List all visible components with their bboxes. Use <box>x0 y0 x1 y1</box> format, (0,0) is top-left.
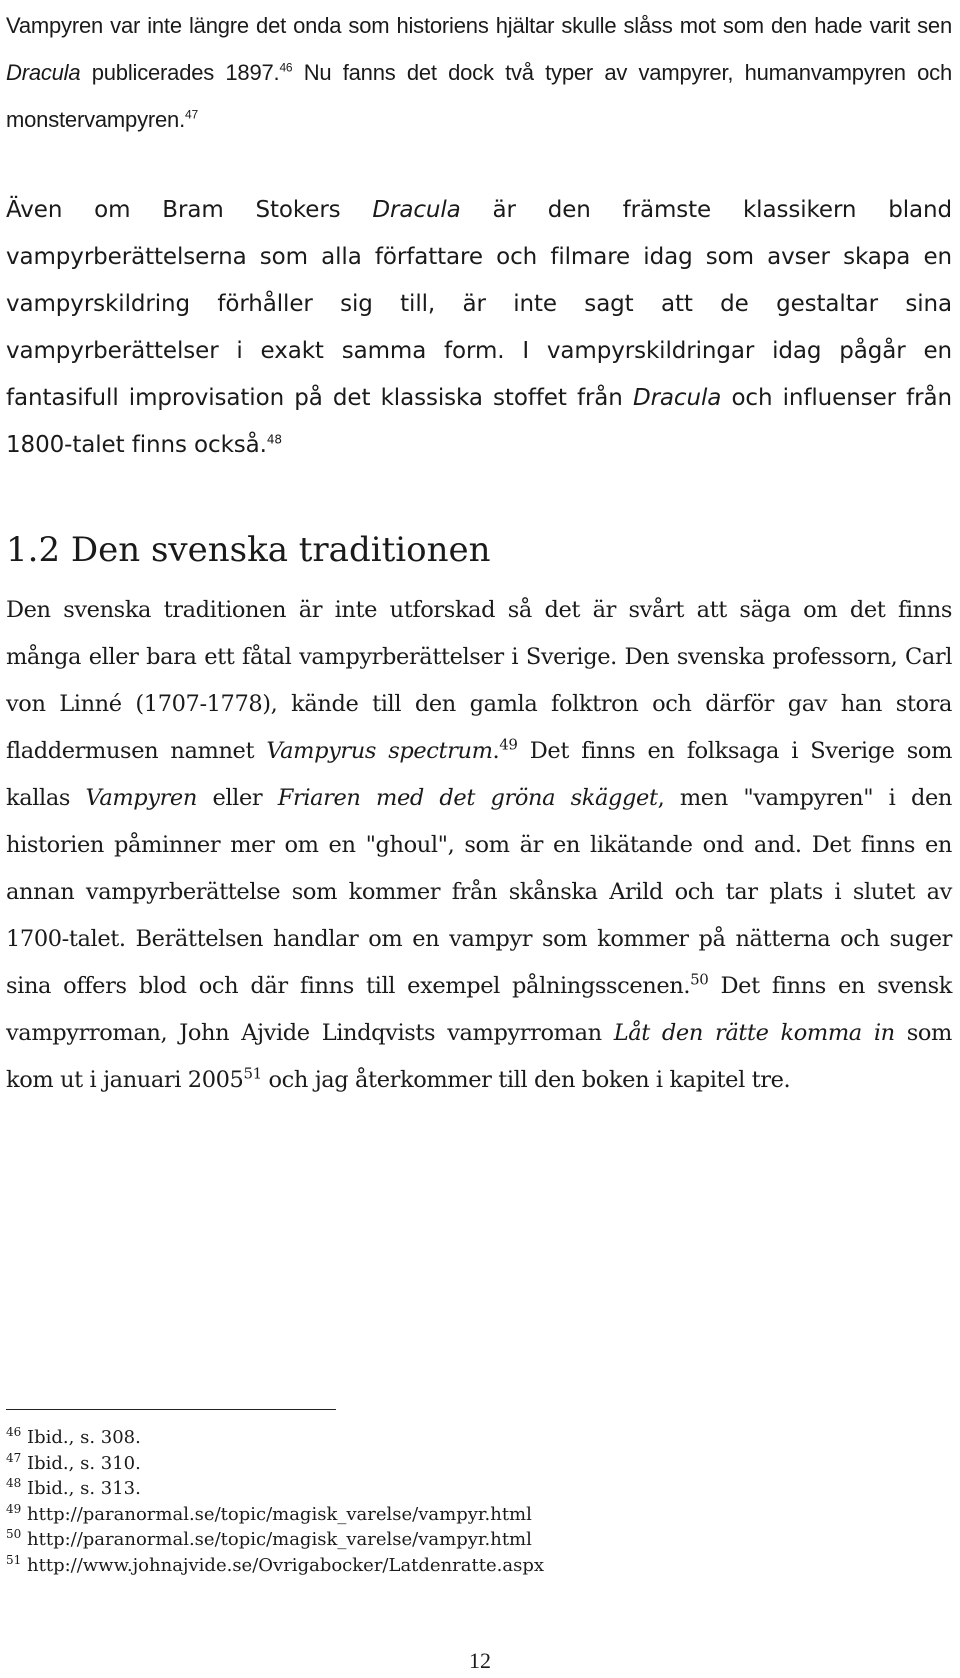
italic-title-dracula: Dracula <box>372 197 461 223</box>
text-run: och jag återkommer till den boken i kapitel tre. <box>261 1067 791 1093</box>
footnote-item[interactable] <box>6 1502 544 1528</box>
text-run: som kom ut i januari 2005 <box>6 1020 952 1093</box>
footnote-ref-46[interactable]: 46 <box>279 60 293 75</box>
italic-title-dracula: Dracula <box>6 60 81 85</box>
footnote-ref-48[interactable]: 48 <box>266 432 282 447</box>
footnote-ref-51[interactable]: 51 <box>243 1064 262 1083</box>
footnote-number: 46 <box>6 1425 22 1439</box>
text-run: Det finns en svensk vampyrroman, John Ajvide Lindqvists vampyrroman <box>6 973 952 1046</box>
footnote-item <box>6 1425 544 1451</box>
italic-title-lat-den-ratte: Låt den rätte komma in <box>613 1020 895 1046</box>
paragraph-vampire-types <box>6 2 952 143</box>
italic-title-dracula: Dracula <box>632 385 722 411</box>
paragraph-swedish-tradition <box>6 587 952 1104</box>
footnote-ref-50[interactable]: 50 <box>690 970 709 989</box>
italic-title-vampyren: Vampyren <box>85 785 197 811</box>
text-run: . <box>492 738 500 764</box>
section-heading: 1.2 Den svenska traditionen <box>6 530 491 570</box>
paragraph-bram-stoker <box>6 187 952 469</box>
text-run: eller <box>196 785 278 811</box>
footnote-separator <box>6 1409 336 1410</box>
footnote-number: 49 <box>6 1501 22 1516</box>
italic-title-friaren: Friaren med det gröna skägget <box>277 785 658 811</box>
footnote-ref-49[interactable]: 49 <box>499 735 518 754</box>
footnote-number: 50 <box>6 1527 22 1541</box>
text-run: är den främste klassikern bland vampyrberättelserna som alla författare och filmare idag som avser skapa en vampyrskildring förhåller sig till, är inte sagt att de gestaltar sina vampyrberättelser i exakt samma form. I vampyrskildringar idag pågår en fantasifull improvisation på det klassiska stoffet från <box>6 197 953 411</box>
footnote-number: 51 <box>6 1552 22 1567</box>
text-run: Nu fanns det dock två typer av vampyrer, humanvampyren och monstervampyren. <box>6 60 952 132</box>
text-run: Det finns en folksaga i Sverige som kallas <box>6 738 953 811</box>
footnote-item[interactable] <box>6 1553 544 1579</box>
page-number: 12 <box>469 1648 491 1673</box>
footnote-number: 48 <box>6 1476 22 1490</box>
text-run: Den svenska traditionen är inte utforskad så det är svårt att säga om det finns många eller bara ett fåtal vampyrberättelser i Sverige. Den svenska professorn, Carl von Linné (1707-1778), kände till den gamla folktron och därför gav han stora fladdermusen namnet <box>6 597 952 764</box>
text-run: , men "vampyren" i den historien påminner mer om en "ghoul", som är en likätande ond and. Det finns en annan vampyrberättelse som kommer från skånska Arild och tar plats i slutet av 1700-talet. Berättelsen handlar om en vampyr som kommer på nätterna och suger sina offers blod och där finns till exempel pålningsscenen. <box>6 785 953 999</box>
footnote-item <box>6 1451 544 1477</box>
text-run: publicerades 1897. <box>80 60 280 85</box>
text-run: Även om Bram Stokers <box>6 197 373 223</box>
footnote-list <box>6 1425 544 1578</box>
footnote-link[interactable]: http://www.johnajvide.se/Ovrigabocker/Latdenratte.aspx <box>21 1554 544 1576</box>
footnote-ref-47[interactable]: 47 <box>184 107 198 122</box>
text-run: Vampyren var inte längre det onda som historiens hjältar skulle slåss mot som den hade varit sen <box>6 13 952 38</box>
footnote-text: Ibid., s. 313. <box>21 1478 141 1499</box>
footnote-text: Ibid., s. 308. <box>21 1427 141 1448</box>
footnote-number: 47 <box>6 1450 22 1465</box>
text-run: och influenser från 1800-talet finns också. <box>6 385 952 458</box>
footnote-item <box>6 1476 544 1502</box>
italic-species-name: Vampyrus spectrum <box>266 738 493 764</box>
footnote-item[interactable] <box>6 1527 544 1553</box>
footnote-link[interactable]: http://paranormal.se/topic/magisk_varelse/vampyr.html <box>21 1529 532 1550</box>
footnote-text: Ibid., s. 310. <box>21 1452 141 1474</box>
footnote-link[interactable]: http://paranormal.se/topic/magisk_varelse/vampyr.html <box>21 1503 532 1525</box>
